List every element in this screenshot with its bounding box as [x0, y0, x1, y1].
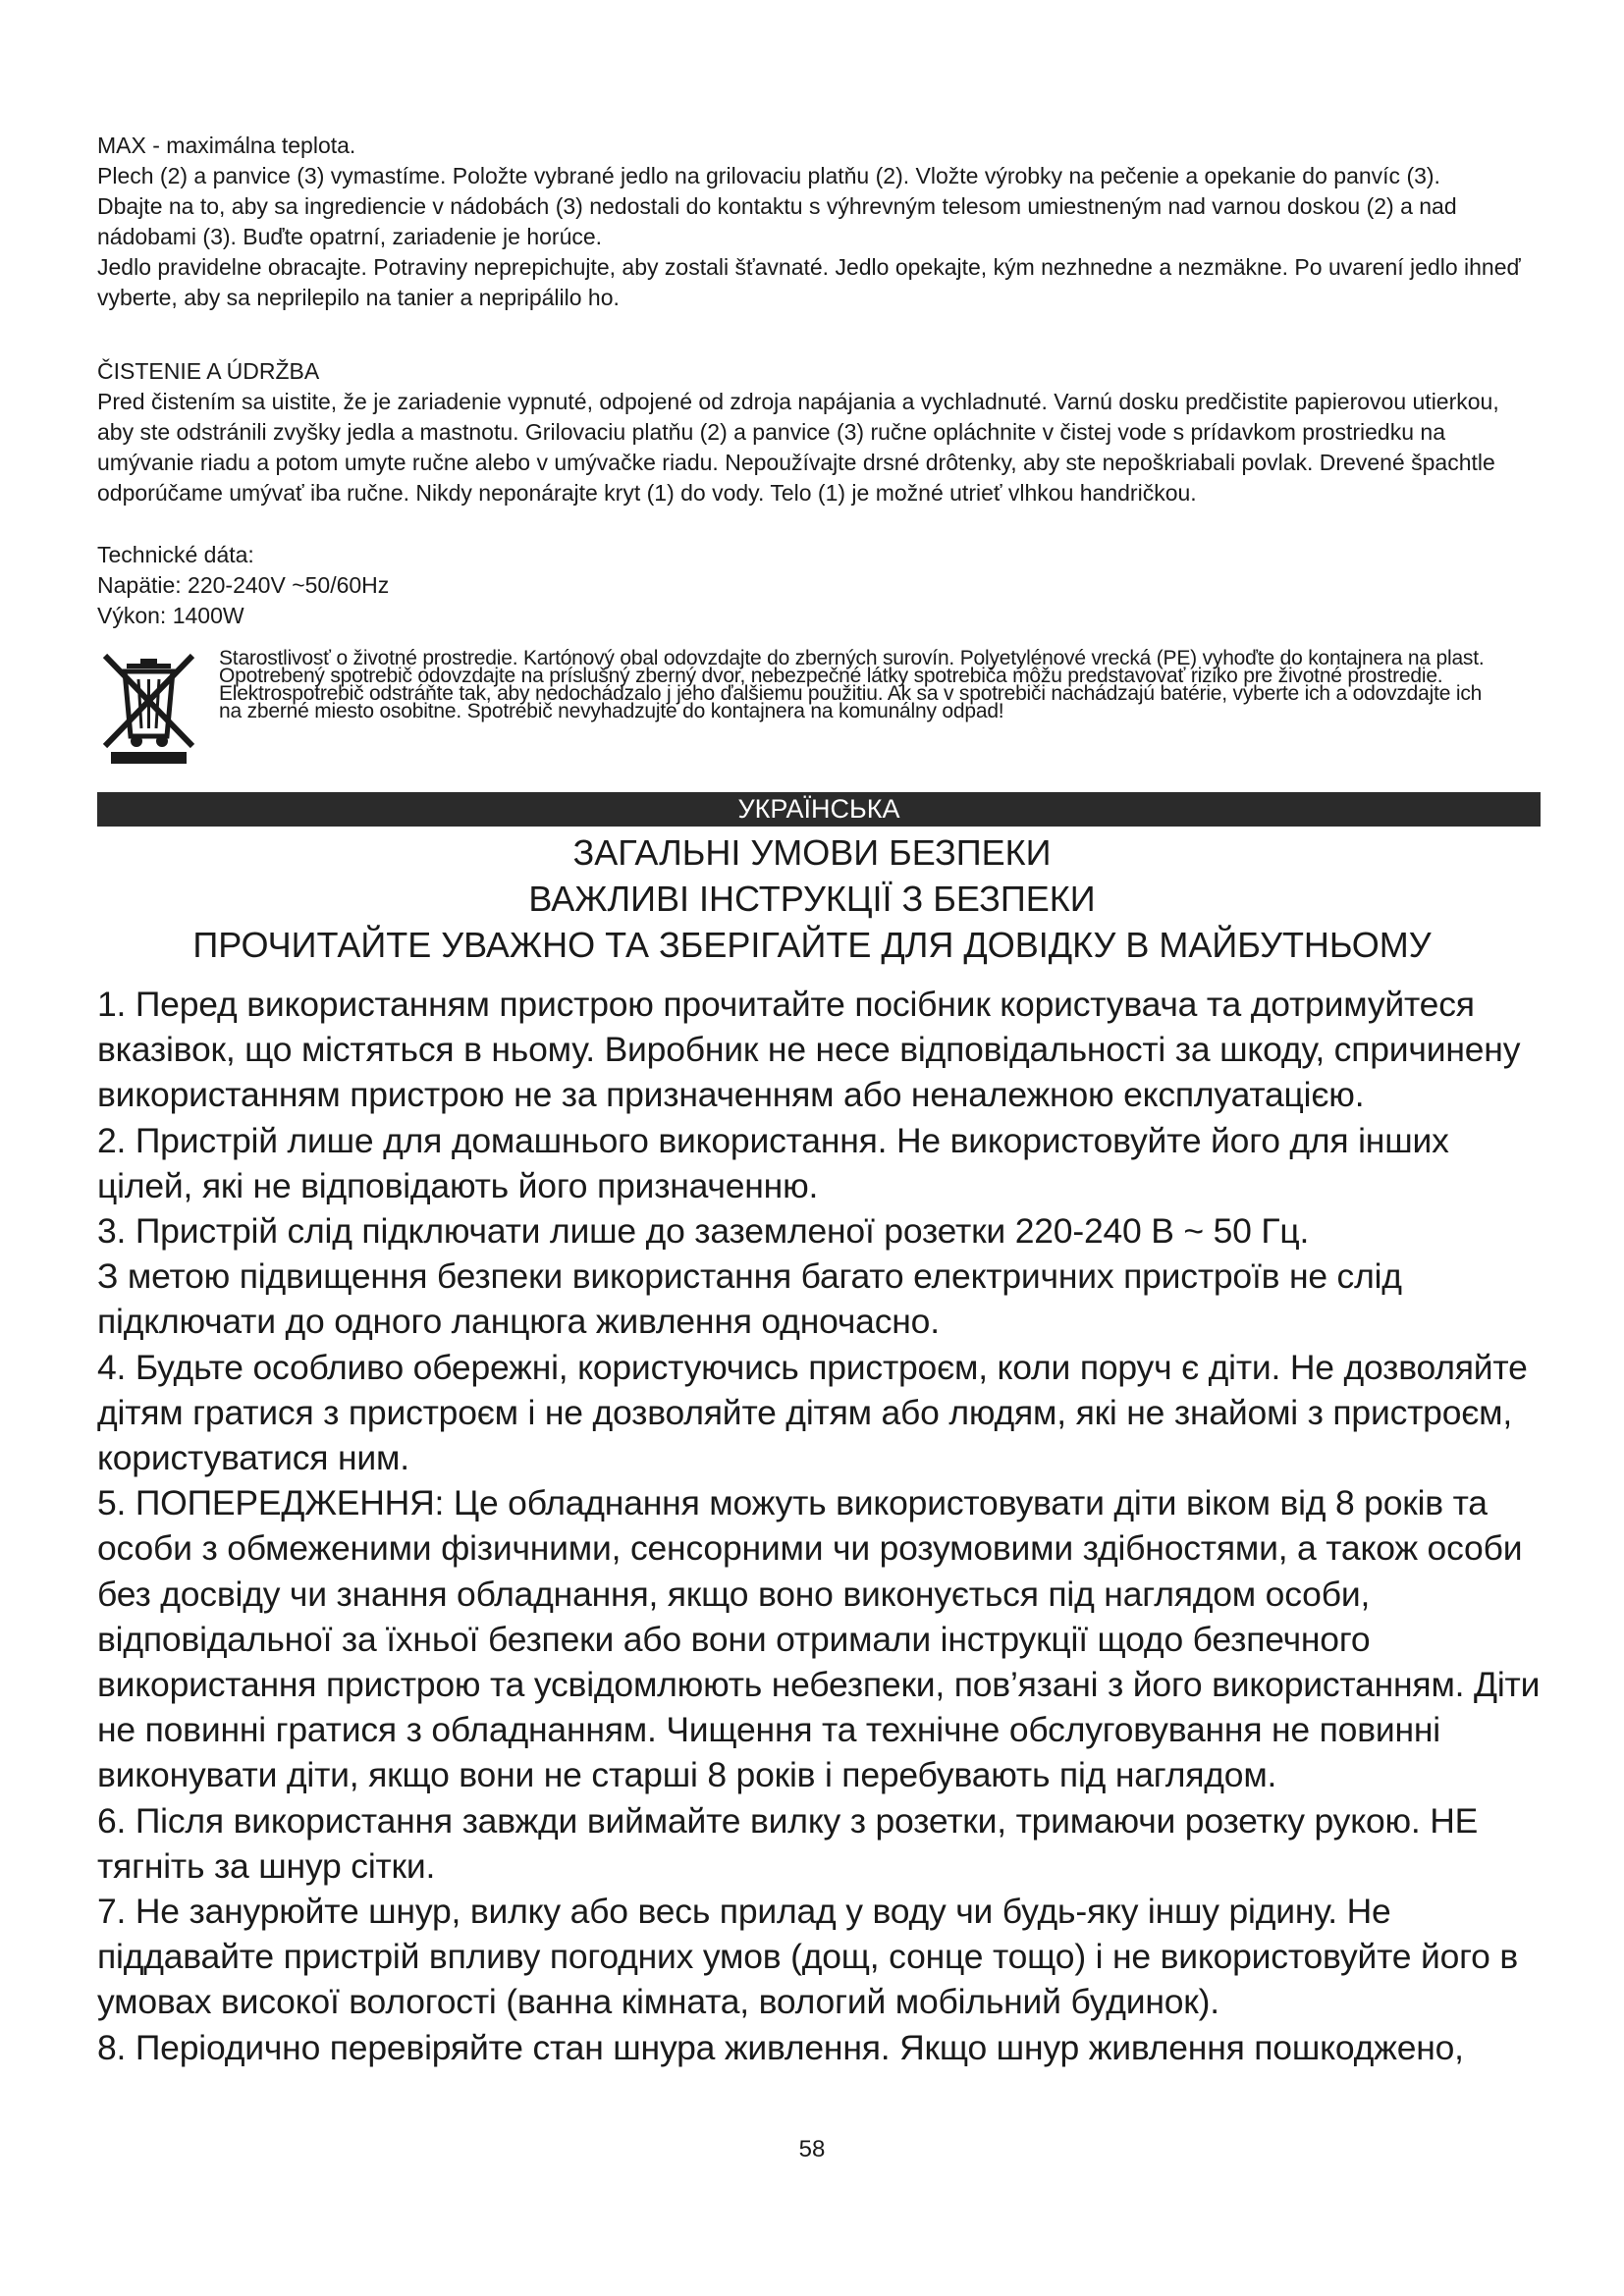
safety-item: 1. Перед використанням пристрою прочитайте посібник користувача та дотримуйтеся вказівок, що містяться в ньому. Виробник не несе відповідальності за шкоду, спричинену використанням пристрою не за призначенням або неналежною експлуатацією. [97, 985, 1521, 1115]
recycle-line: Opotrebený spotrebič odovzdajte na príslušný zberný dvor, nebezpečné látky spotrebiča môžu predstavovať riziko pre životné prostredie. [219, 665, 1443, 687]
paragraph: Pred čistením sa uistite, že je zariadenie vypnuté, odpojené od zdroja napájania a vychladnuté. Varnú dosku predčistite papierovou utierkou, aby ste odstránili zvyšky jedla a mastnotu. Grilovaciu platňu (2) a panvice (3) ručne opláchnite v čistej vode s prídavkom prostriedku na umývanie riadu a potom umyte ručne alebo v umývačke riadu. Nepoužívajte drsné drôtenky, aby ste nepoškriabali povlak. Drevené špachtle odporúčame umývať iba ručne. Nikdy neponárajte kryt (1) do vody. Telo (1) je možné utrieť vlhkou handričkou. [97, 389, 1499, 506]
safety-headings [59, 829, 1565, 968]
paragraph: MAX - maximálna teplota. [97, 133, 356, 158]
safety-item: 2. Пристрій лише для домашнього використання. Не використовуйте його для інших цілей, які не відповідають його призначенню. [97, 1120, 1449, 1205]
ukrainian-safety-list [97, 982, 1541, 2070]
safety-item: 5. ПОПЕРЕДЖЕННЯ: Це обладнання можуть використовувати діти віком від 8 років та особи з обмеженими фізичними, сенсорними чи розумовими здібностями, а також особи без досвіду чи знання обладнання, якщо воно виконується під наглядом особи, відповідальної за їхньої безпеки або вони отримали інструкції щодо безпечного використання пристрою та усвідомлюють небезпеки, пов’язані з його використанням. Діти не повинні гратися з обладнанням. Чищення та технічне обслуговування не повинні виконувати діти, якщо вони не старші 8 років і перебувають під наглядом. [97, 1483, 1541, 1795]
safety-item: 3. Пристрій слід підключати лише до заземленої розетки 220-240 В ~ 50 Гц. [97, 1211, 1310, 1252]
safety-item: 6. Після використання завжди виймайте вилку з розетки, тримаючи розетку рукою. НЕ тягніть за шнур сітки. [97, 1800, 1479, 1886]
crossed-out-wheelie-bin-icon [97, 650, 200, 766]
heading-read-carefully: ПРОЧИТАЙТЕ УВАЖНО ТА ЗБЕРІГАЙТЕ ДЛЯ ДОВІДКУ В МАЙБУТНЬОМУ [192, 925, 1432, 965]
power-spec: Výkon: 1400W [97, 603, 244, 628]
language-banner: УКРАЇНСЬКА [97, 792, 1541, 827]
safety-item: 4. Будьте особливо обережні, користуючись пристроєм, коли поруч є діти. Не дозволяйте дітям гратися з пристроєм і не дозволяйте дітям або людям, які не знайомі з пристроєм, користуватися ним. [97, 1347, 1528, 1478]
slovak-cleaning-section [97, 356, 1541, 508]
recycling-text [219, 647, 1541, 722]
safety-item: 8. Періодично перевіряйте стан шнура живлення. Якщо шнур живлення пошкоджено, [97, 2027, 1464, 2067]
safety-item: 7. Не занурюйте шнур, вилку або весь прилад у воду чи будь-яку іншу рідину. Не піддавайте пристрій впливу погодних умов (дощ, сонце тощо) і не використовуйте його в умовах високої вологості (ванна кімната, вологий мобільний будинок). [97, 1892, 1518, 2022]
paragraph: Jedlo pravidelne obracajte. Potraviny neprepichujte, aby zostali šťavnaté. Jedlo opekajte, kým nezhnedne a nezmäkne. Po uvarení jedlo ihneď vyberte, aby sa neprilepilo na tanier a nepripálilo ho. [97, 254, 1521, 310]
recycle-line: na zberné miesto osobitne. Spotrebič nevyhadzujte do kontajnera na komunálny odpad! [219, 700, 1004, 722]
heading-general-safety: ЗАГАЛЬНІ УМОВИ БЕЗПЕКИ [572, 832, 1052, 873]
paragraph: Dbajte na to, aby sa ingrediencie v nádobách (3) nedostali do kontaktu s výhrevným telesom umiestneným nad varnou doskou (2) a nad nádobami (3). Buďte opatrní, zariadenie je horúce. [97, 193, 1457, 249]
section-heading: Technické dáta: [97, 542, 254, 567]
voltage-spec: Napätie: 220-240V ~50/60Hz [97, 572, 390, 598]
recycling-notice [97, 647, 1541, 768]
slovak-technical-data [97, 540, 1541, 631]
section-heading: ČISTENIE A ÚDRŽBA [97, 358, 320, 384]
paragraph: Plech (2) a panvice (3) vymastíme. Položte vybrané jedlo na grilovaciu platňu (2). Vložte výrobky na pečenie a opekanie do panvíc (3). [97, 163, 1440, 188]
recycle-line: Starostlivosť o životné prostredie. Kartónový obal odovzdajte do zberných surovín. Polyetylénové vrecká (PE) vyhoďte do kontajnera na plast. [219, 647, 1485, 669]
heading-important-instructions: ВАЖЛИВІ ІНСТРУКЦІЇ З БЕЗПЕКИ [528, 879, 1096, 919]
safety-item: З метою підвищення безпеки використання багато електричних пристроїв не слід підключати до одного ланцюга живлення одночасно. [97, 1256, 1402, 1342]
slovak-usage-section [97, 131, 1541, 313]
recycle-line: Elektrospotrebič odstráňte tak, aby nedochádzalo j jeho ďalšiemu použitiu. Ak sa v spotrebiči nachádzajú batérie, vyberte ich a odovzdajte ich [219, 682, 1483, 705]
page-number: 58 [798, 2136, 826, 2163]
